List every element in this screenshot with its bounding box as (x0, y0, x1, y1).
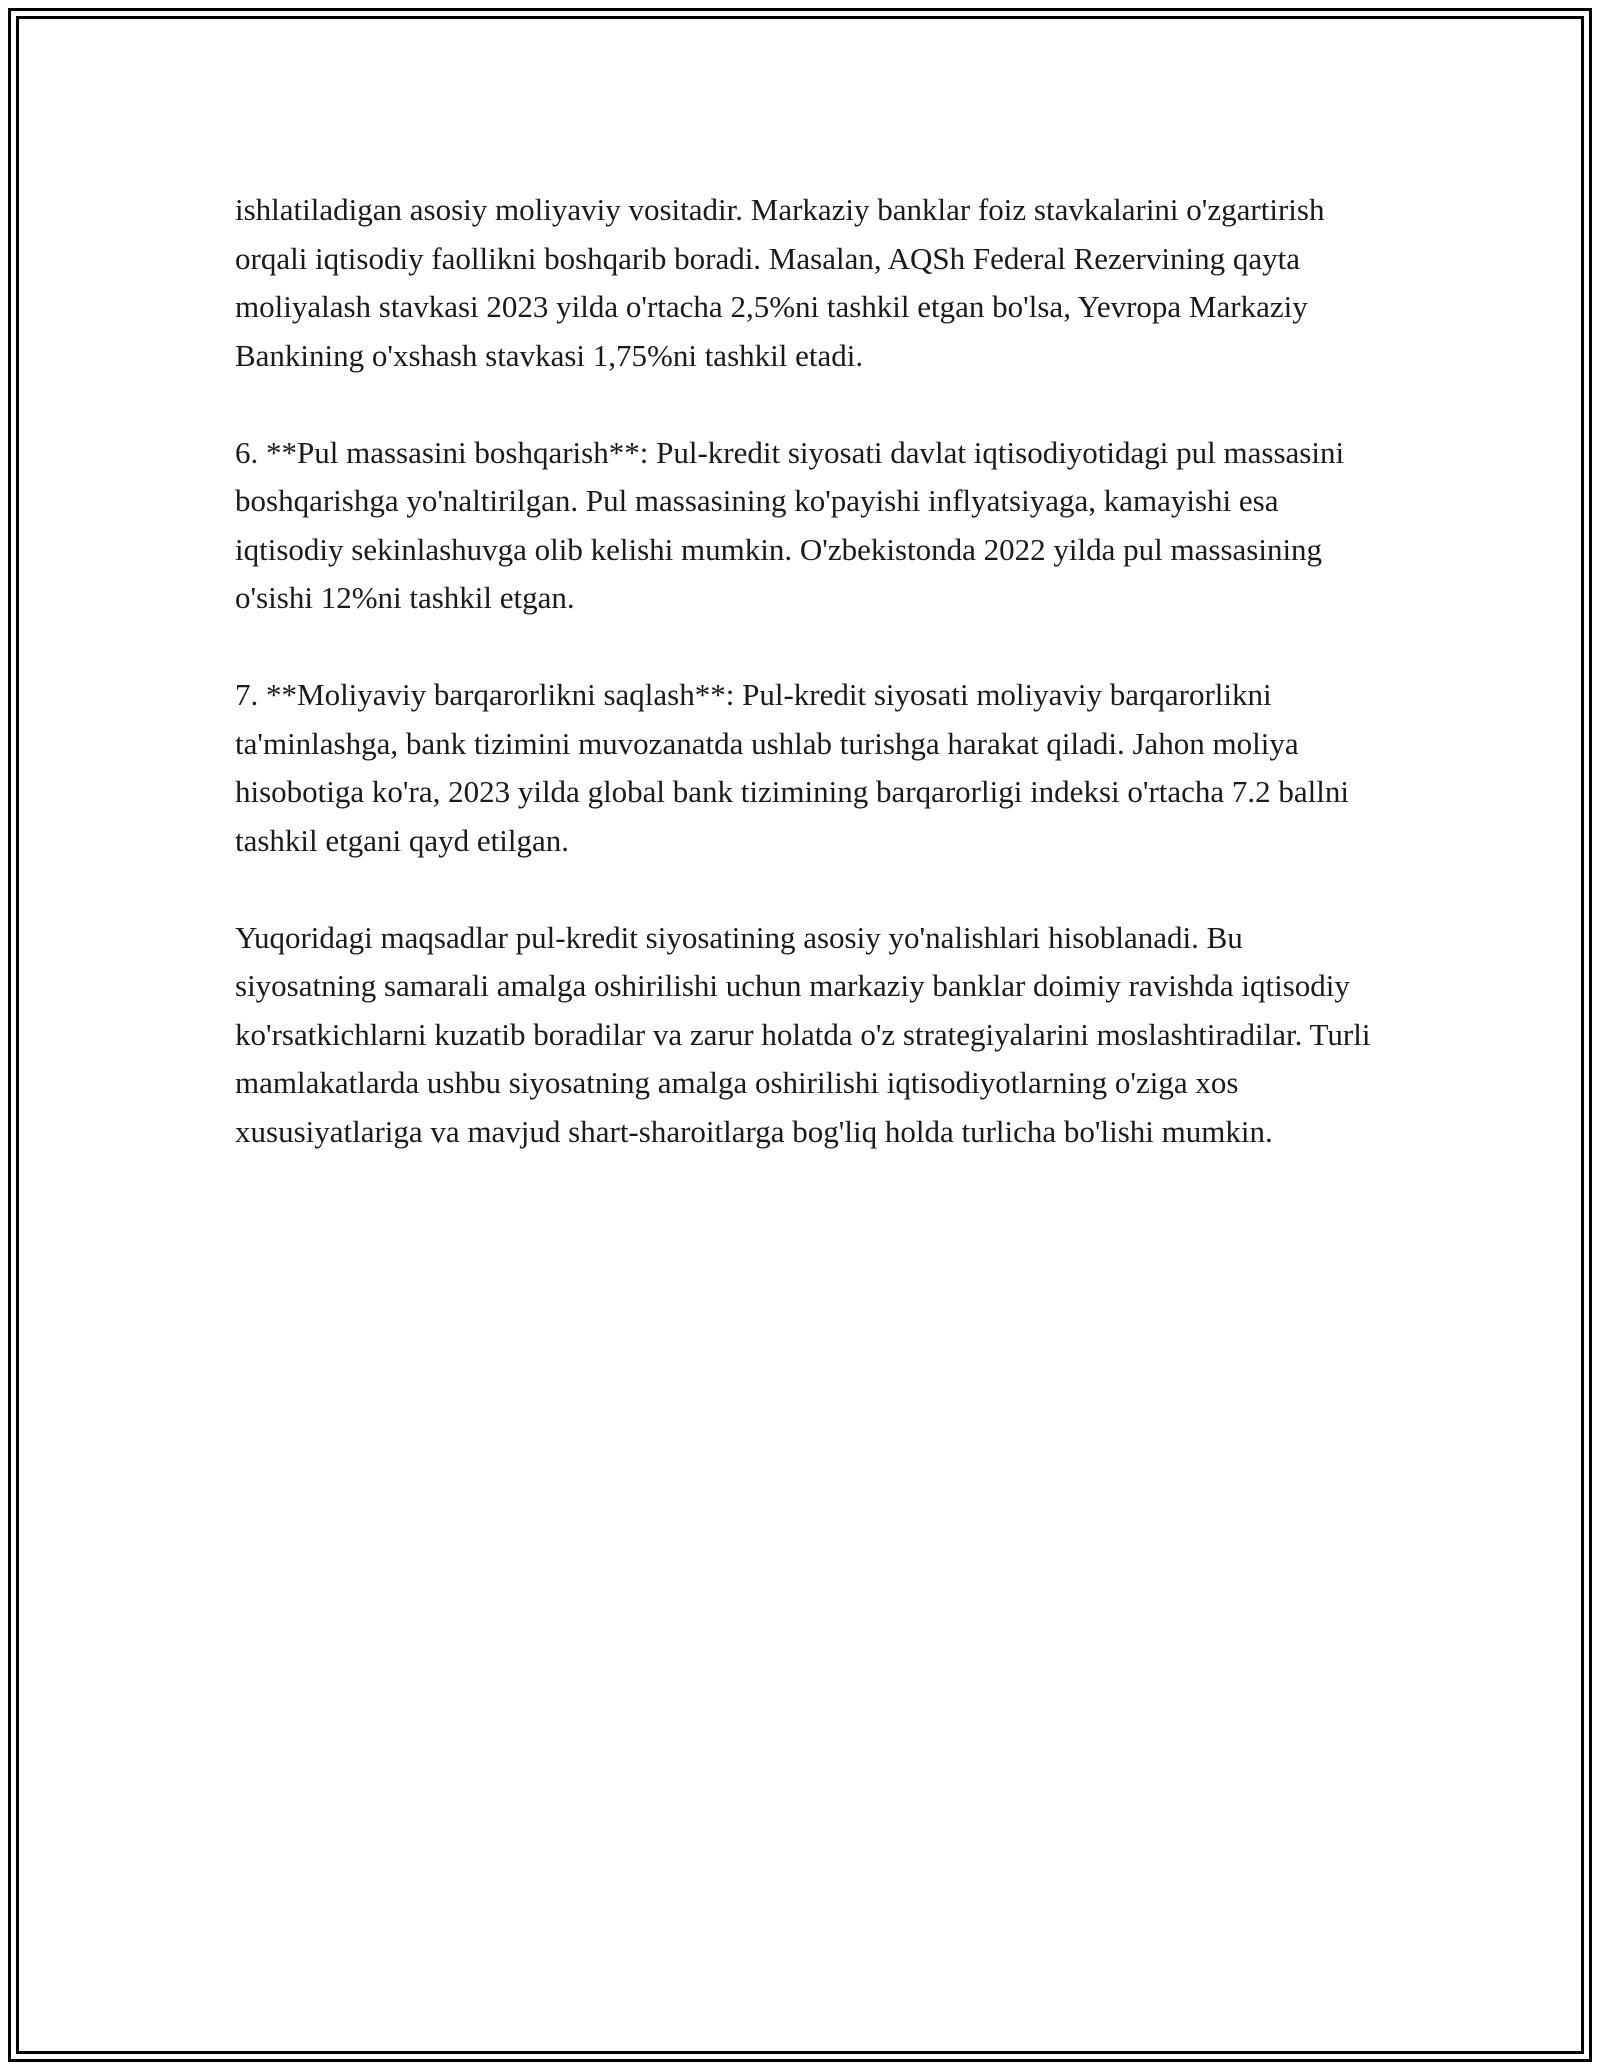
paragraph-item-7-financial-stability: 7. **Moliyaviy barqarorlikni saqlash**: Pul-kredit siyosati moliyaviy barqarorlikni ta'minlashga, bank tizimini muvozanatda ushlab turishga harakat qiladi. Jahon moliya hisobotiga ko'ra, 2023 yilda global bank tizimining barqarorligi indeksi o'rtacha 7.2 ballni tashkil etgani qayd etilgan. (235, 677, 1350, 858)
paragraph-item-6-money-supply: 6. **Pul massasini boshqarish**: Pul-kredit siyosati davlat iqtisodiyotidagi pul massasini boshqarishga yo'naltirilgan. Pul massasining ko'payishi inflyatsiyaga, kamayishi esa iqtisodiy sekinlashuvga olib kelishi mumkin. O'zbekistonda 2022 yilda pul massasining o'sishi 12%ni tashkil etgan. (235, 434, 1345, 615)
paragraph-continuation: ishlatiladigan asosiy moliyaviy vositadir. Markaziy banklar foiz stavkalarini o'zgartirish orqali iqtisodiy faollikni boshqarib boradi. Masalan, AQSh Federal Rezervining qayta moliyalash stavkasi 2023 yilda o'rtacha 2,5%ni tashkil etgan bo'lsa, Yevropa Markaziy Bankining o'xshash stavkasi 1,75%ni tashkil etadi. (235, 192, 1325, 373)
paragraph-conclusion: Yuqoridagi maqsadlar pul-kredit siyosatining asosiy yo'nalishlari hisoblanadi. Bu siyosatning samarali amalga oshirilishi uchun markaziy banklar doimiy ravishda iqtisodiy ko'rsatkichlarni kuzatib boradilar va zarur holatda o'z strategiyalarini moslashtiradilar. Turli mamlakatlarda ushbu siyosatning amalga oshirilishi iqtisodiyotlarning o'ziga xos xususiyatlariga va mavjud shart-sharoitlarga bog'liq holda turlicha bo'lishi mumkin. (235, 919, 1371, 1149)
document-body (235, 186, 1375, 1156)
